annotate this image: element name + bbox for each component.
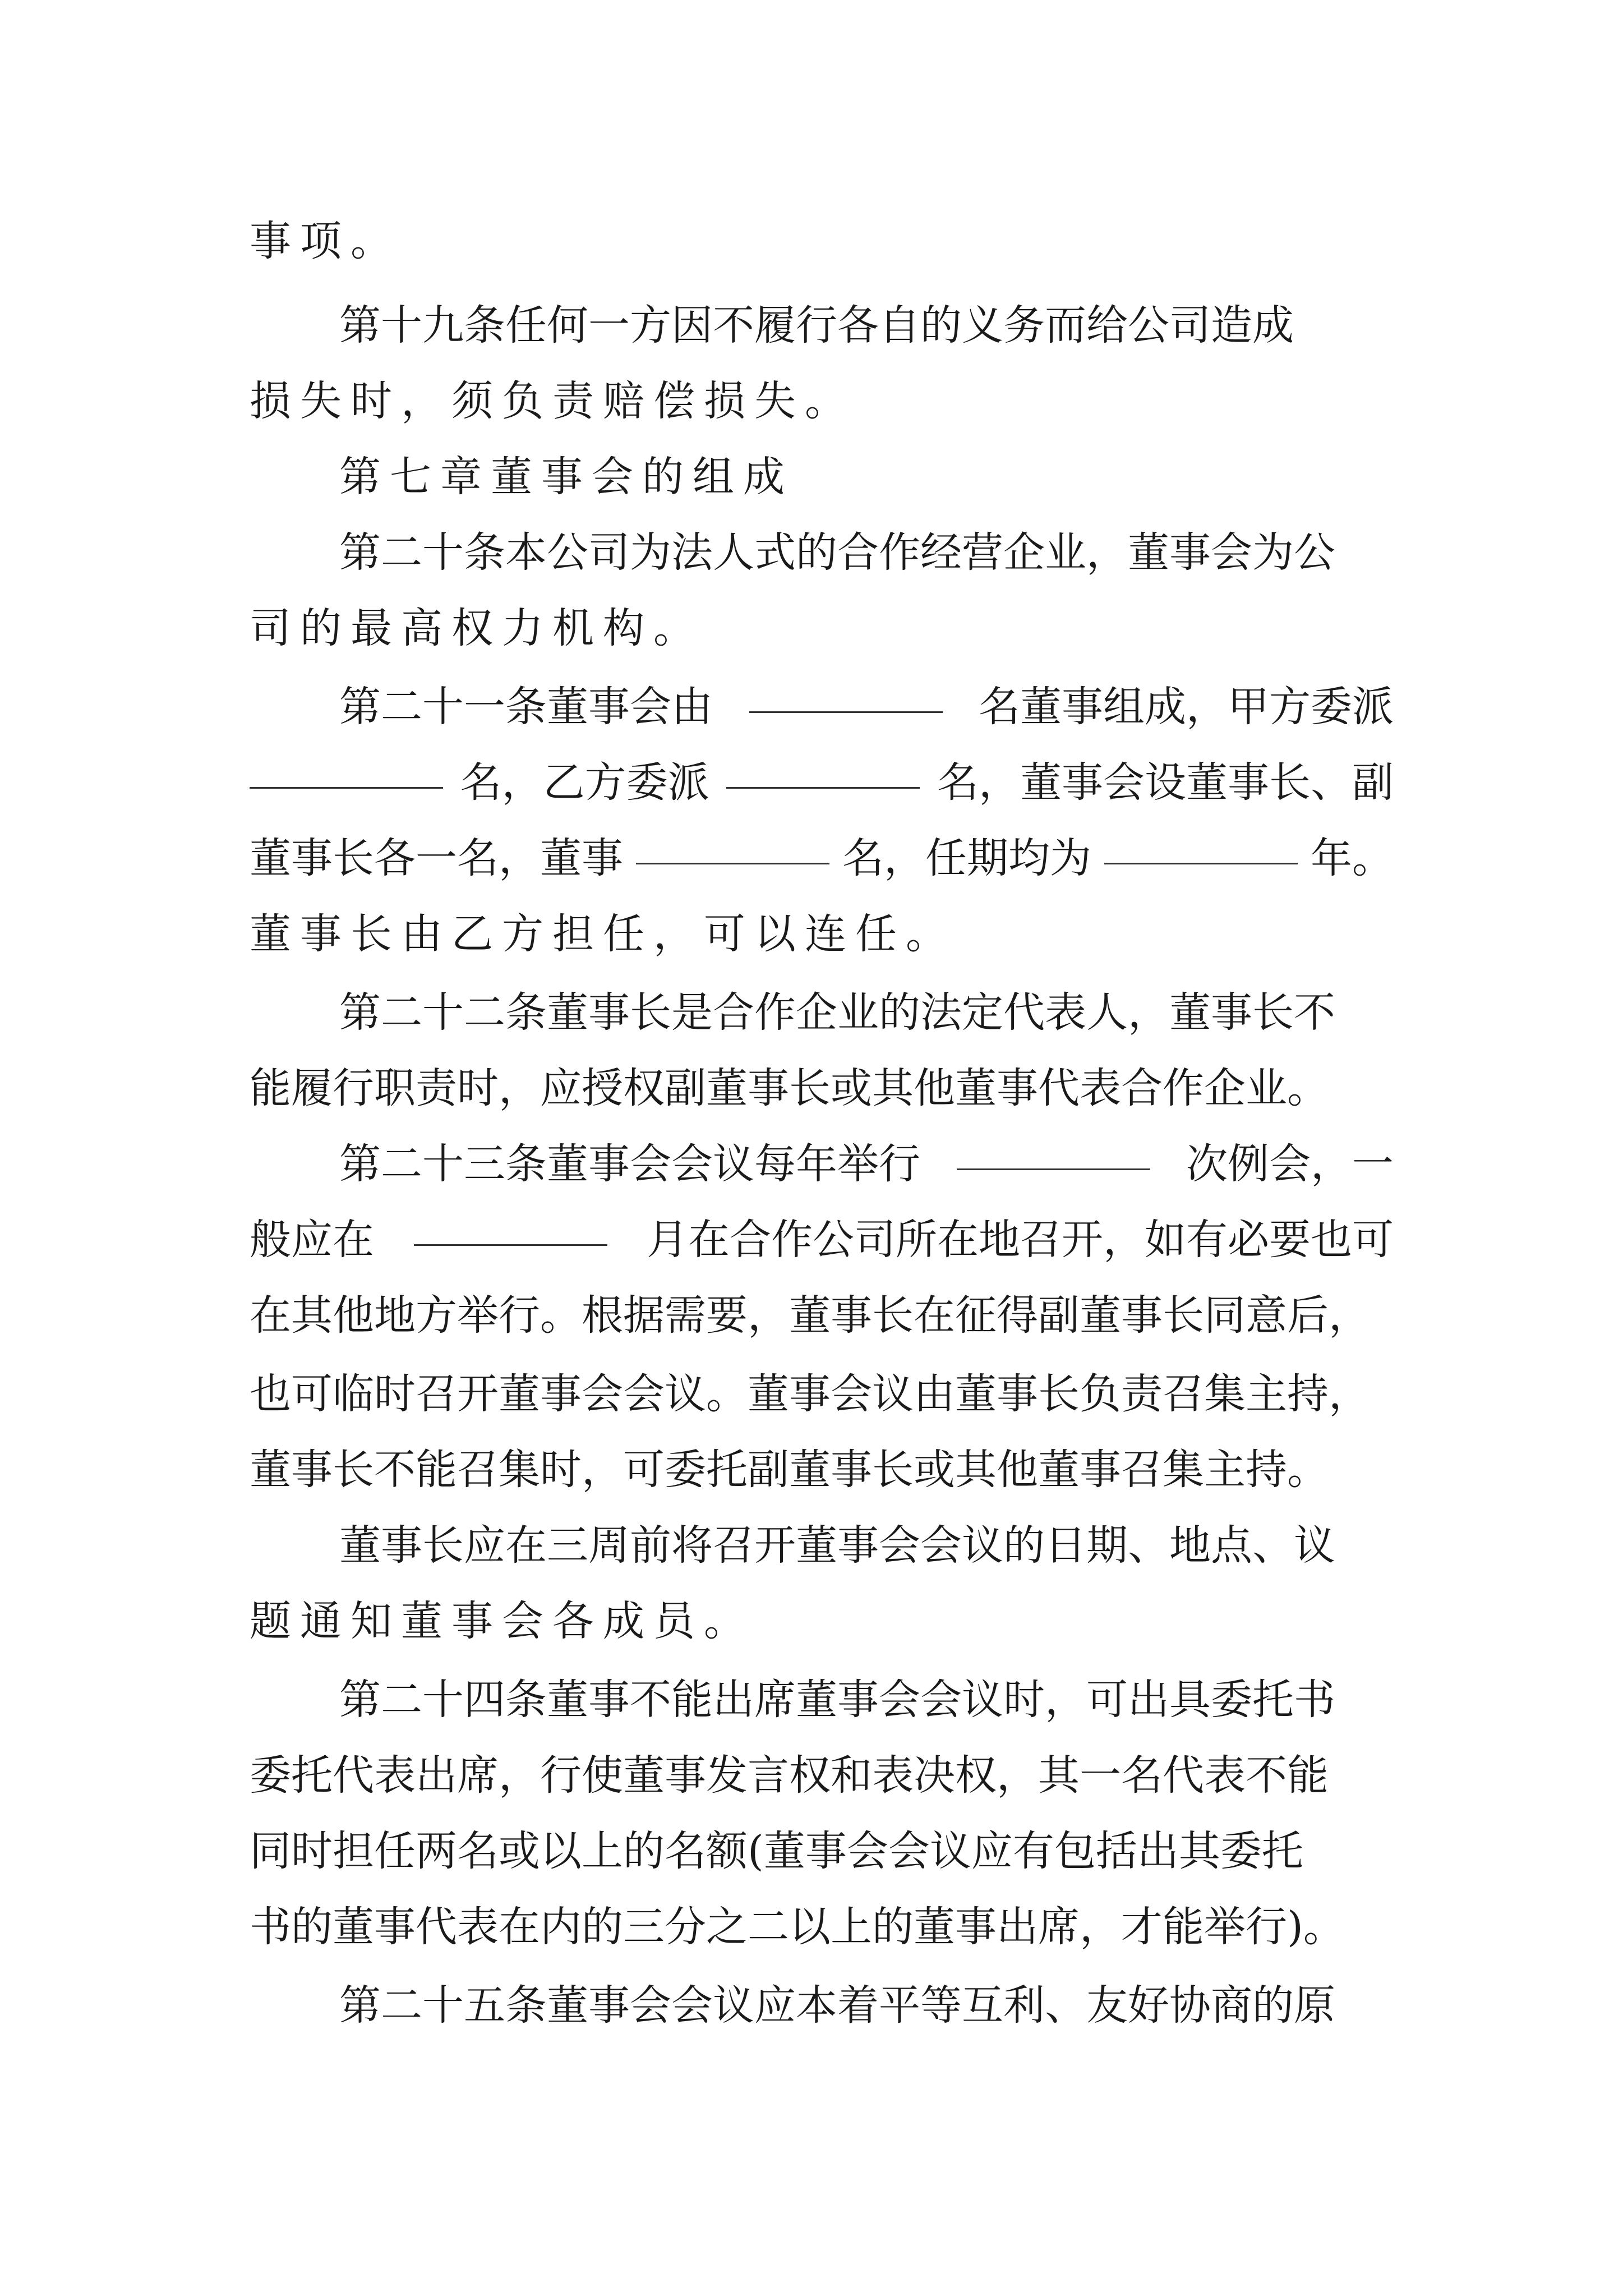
text-line (339, 1122, 1394, 1206)
text-segment: 能履行职责时，应授权副董事长或其他董事代表合作企业。 (250, 1064, 1329, 1112)
fill-in-blank (749, 711, 943, 713)
text-segment: 董事长由乙方担任，可以连任。 (250, 910, 956, 958)
text-segment: 同时担任两名或以上的名额(董事会会议应有包括出其委托 (250, 1827, 1303, 1875)
text-line (250, 1273, 1394, 1358)
text-line (250, 892, 1394, 976)
text-segment: 第二十一条董事会由 (339, 683, 713, 731)
text-line (339, 1963, 1394, 2047)
text-line (250, 1428, 1394, 1512)
text-segment: 也可临时召开董事会会议。董事会议由董事长负责召集主持， (250, 1370, 1370, 1418)
text-segment: 损失时，须负责赔偿损失。 (250, 377, 855, 425)
text-line (339, 1658, 1394, 1742)
fill-in-blank (250, 786, 443, 789)
fill-in-blank (726, 786, 920, 789)
text-line (339, 970, 1394, 1055)
text-line (339, 510, 1394, 595)
text-segment: 董事长应在三周前将召开董事会会议的日期、地点、议 (339, 1521, 1335, 1570)
text-segment: 第二十条本公司为法人式的合作经营企业，董事会为公 (339, 528, 1335, 577)
text-line (250, 199, 1394, 283)
text-line (250, 359, 1394, 443)
text-segment: 事项。 (250, 217, 401, 265)
text-segment: 年。 (1311, 834, 1394, 882)
text-segment: 名，董事会设董事长、副 (937, 758, 1394, 807)
text-line (250, 1733, 1394, 1818)
fill-in-blank (1104, 862, 1298, 864)
text-segment: 名董事组成，甲方委派 (979, 683, 1394, 731)
chapter-heading (339, 435, 1394, 519)
text-line (250, 1046, 1394, 1130)
text-segment: 月在合作公司所在地召开，如有必要也可 (647, 1216, 1394, 1264)
text-line (250, 1198, 1394, 1282)
text-segment: 委托代表出席，行使董事发言权和表决权，其一名代表不能 (250, 1751, 1329, 1800)
fill-in-blank (414, 1244, 607, 1246)
text-line (250, 586, 1394, 670)
text-line (250, 1352, 1394, 1436)
text-segment: 书的董事代表在内的三分之二以上的董事出席，才能举行)。 (250, 1903, 1345, 1951)
text-segment: 董事长不能召集时，可委托副董事长或其他董事召集主持。 (250, 1446, 1329, 1494)
fill-in-blank (636, 862, 829, 864)
text-line (339, 1503, 1394, 1588)
fill-in-blank (957, 1168, 1150, 1170)
text-segment: 第七章董事会的组成 (339, 453, 794, 501)
text-line (250, 816, 1394, 900)
text-line (339, 283, 1394, 367)
text-segment: 名，乙方委派 (460, 758, 709, 807)
text-line (250, 1885, 1394, 1969)
text-segment: 名，任期均为 (842, 834, 1091, 882)
text-line (250, 1809, 1394, 1893)
text-segment: 第十九条任何一方因不履行各自的义务而给公司造成 (339, 301, 1294, 349)
text-segment: 董事长各一名，董事 (250, 834, 623, 882)
text-line (250, 1579, 1394, 1663)
text-segment: 题通知董事会各成员。 (250, 1597, 754, 1645)
text-segment: 第二十三条董事会会议每年举行 (339, 1140, 920, 1188)
text-segment: 第二十二条董事长是合作企业的法定代表人，董事长不 (339, 988, 1335, 1037)
text-segment: 在其他地方举行。根据需要，董事长在征得副董事长同意后， (250, 1291, 1370, 1340)
text-segment: 第二十五条董事会会议应本着平等互利、友好协商的原 (339, 1981, 1335, 2030)
text-segment: 第二十四条董事不能出席董事会会议时，可出具委托书 (339, 1676, 1335, 1724)
text-segment: 司的最高权力机构。 (250, 604, 704, 652)
text-line (339, 665, 1394, 749)
text-line (250, 740, 1394, 825)
text-segment: 次例会，一 (1186, 1140, 1394, 1188)
text-segment: 般应在 (250, 1216, 374, 1264)
